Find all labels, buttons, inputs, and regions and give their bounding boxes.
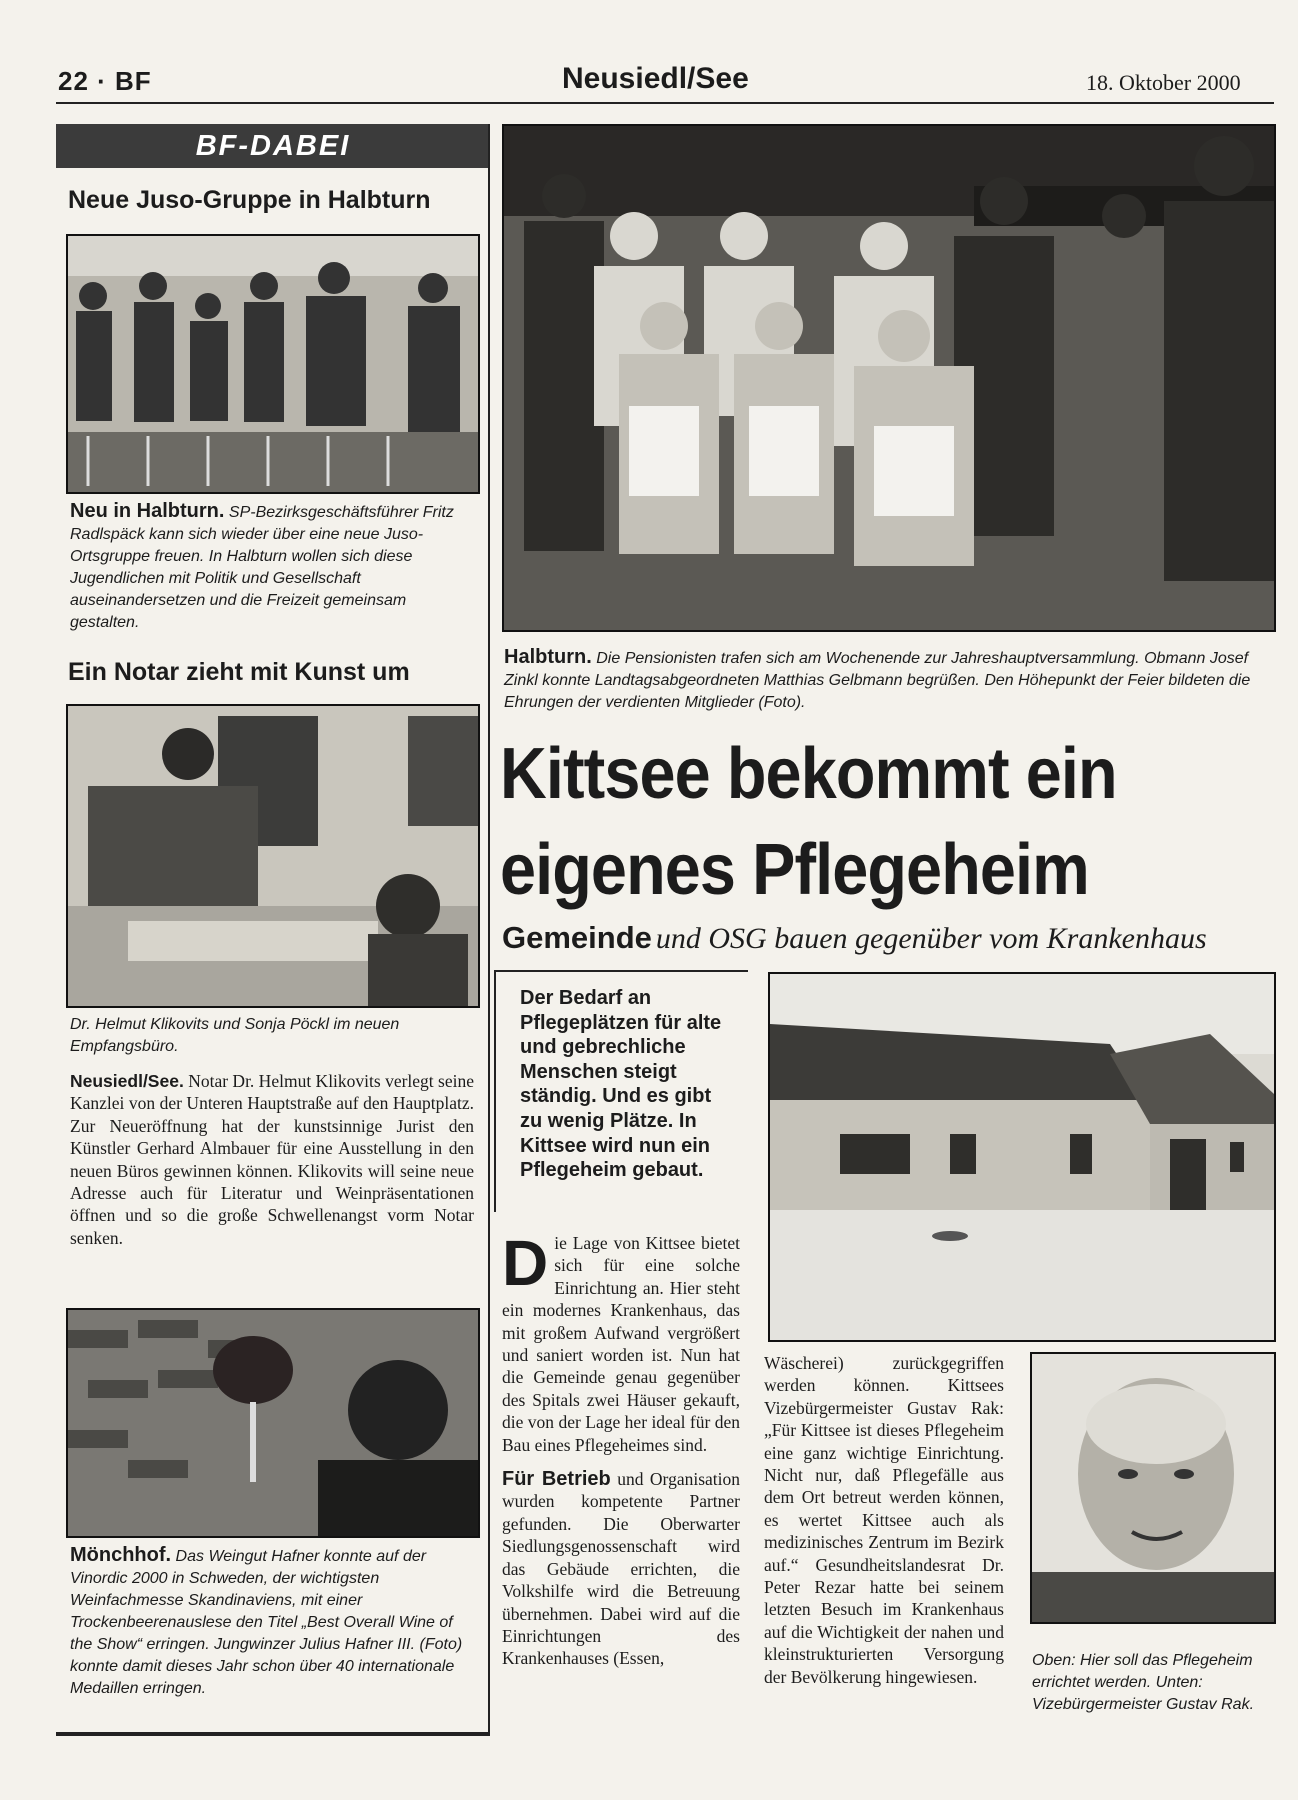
pensioners-photo — [502, 124, 1276, 632]
houses-photo-icon — [770, 974, 1274, 1340]
juso-headline: Neue Juso-Gruppe in Halbturn — [68, 186, 431, 214]
notar-body — [70, 1070, 474, 1249]
subhead-bold: Gemeinde — [502, 920, 652, 955]
main-para2-text: und Organisation wurden kompetente Partner gefunden. Die Oberwarter Siedlungsgenossenschaft wird das Gebäude errichten, die Volkshilfe wird die Betreuung übernehmen. Dabei wird auf die Einrichtungen des Krankenhauses (Essen, — [502, 1469, 740, 1669]
pensioners-caption-lead: Halbturn. — [504, 646, 592, 668]
wine-photo — [66, 1308, 480, 1538]
notar-headline: Ein Notar zieht mit Kunst um — [68, 658, 410, 686]
left-column-border — [488, 124, 490, 1734]
notar-office-photo — [66, 704, 480, 1008]
group-photo-icon — [68, 236, 478, 492]
main-para2 — [502, 1468, 740, 1670]
pensioners-group-photo-icon — [504, 126, 1274, 630]
main-body-col2: Wäscherei) zurückgegriffen werden können. Kittsees Vizebürgermeister Gustav Rak: „Für Kittsee ist dieses Pflegeheim eine ganz wichtige Einrichtung. Nicht nur, daß Pflegefälle aus dem Ort betreut werden können, es wertet Kittsee auch als medizinisches Zentrum im Bezirk auf.“ Gesundheitslandesrat Dr. Peter Rezar hatte bei seinem letzten Besuch im Krankenhaus auf die Wichtigkeit der nahen und kleinstrukturierten Versorgung der Bevölkerung hingewiesen. — [764, 1353, 1004, 1687]
wine-caption-text: Das Weingut Hafner konnte auf der Vinordic 2000 in Schweden, der wichtigsten Weinfachmesse Skandinaviens, mit einer Trockenbeerenauslese den Titel „Best Overall Wine of the Show“ erringen. Jungwinzer Julius Hafner III. (Foto) konnte damit dieses Jahr schon über 40 internationale Medaillen erringen. — [70, 1548, 463, 1697]
left-column-bottom-rule — [56, 1732, 490, 1736]
notar-body-text: Notar Dr. Helmut Klikovits verlegt seine Kanzlei von der Unteren Hauptstraße auf den Hauptplatz. Zur Neueröffnung hat der kunstsinnige Jurist den Künstler Gerhard Almbauer für eine Ausstellung in den neuen Büros gewinnen können. Klikovits will seine neue Adresse auch für Literatur und Weinpräsentationen öffnen und so die große Schwellenangst vorm Notar senken. — [70, 1071, 475, 1248]
page-number: 22 · BF — [58, 66, 152, 96]
main-headline-line1: Kittsee bekommt ein — [500, 734, 1117, 814]
portrait-caption: Oben: Hier soll das Pflegeheim errichtet werden. Unten: Vizebürgermeister Gustav Rak. — [1032, 1652, 1255, 1713]
intro-top-rule — [494, 970, 748, 972]
main-para1: ie Lage von Kittsee bietet sich für eine solche Einrichtung an. Hier steht ein modernes Krankenhaus, das mit großem Aufwand vergrößert und saniert worden ist. Nun hat die Gemeinde genau gegenüber des Spitals zwei Häuser gekauft, die von der Lage her ideal für den Bau eines Pflegeheimes sind. — [502, 1233, 740, 1455]
main-subheadline — [502, 920, 1272, 956]
wine-glass-photo-icon — [68, 1310, 478, 1536]
dropcap: D — [502, 1227, 549, 1299]
header-rule — [56, 102, 1274, 104]
portrait-photo-icon — [1032, 1354, 1274, 1622]
juso-caption — [70, 500, 470, 634]
juso-caption-lead: Neu in Halbturn. — [70, 500, 225, 522]
portrait-photo — [1030, 1352, 1276, 1624]
juso-group-photo — [66, 234, 480, 494]
main-intro: Der Bedarf an Pflegeplätzen für alte und gebrechliche Menschen steigt ständig. Und es gibt zu wenig Plätze. In Kittsee wird nun ein Pflegeheim gebaut. — [520, 987, 722, 1182]
main-body-col1 — [502, 1227, 740, 1670]
notar-caption: Dr. Helmut Klikovits und Sonja Pöckl im neuen Empfangsbüro. — [70, 1016, 400, 1055]
office-photo-icon — [68, 706, 478, 1006]
wine-caption — [70, 1544, 474, 1700]
subhead-italic: und OSG bauen gegenüber vom Krankenhaus — [655, 922, 1207, 955]
section-title: Neusiedl/See — [562, 62, 749, 95]
wine-caption-lead: Mönchhof. — [70, 1544, 172, 1566]
pensioners-caption-text: Die Pensionisten trafen sich am Wochenende zur Jahreshauptversammlung. Obmann Josef Zinkl konnte Landtagsabgeordneten Matthias Gelbmann begrüßen. Den Höhepunkt der Feier bildeten die Ehrungen der verdienten Mitglieder (Foto). — [504, 650, 1251, 711]
bf-dabei-banner: BF-DABEI — [56, 124, 490, 168]
notar-body-lead: Neusiedl/See. — [70, 1071, 184, 1091]
intro-left-rule — [494, 970, 496, 1212]
pensioners-caption — [504, 646, 1272, 714]
houses-photo — [768, 972, 1276, 1342]
main-headline-line2: eigenes Pflegeheim — [500, 830, 1089, 910]
issue-date: 18. Oktober 2000 — [1086, 70, 1241, 95]
main-para2-lead: Für Betrieb — [502, 1468, 611, 1491]
juso-caption-text: SP-Bezirksgeschäftsführer Fritz Radlspäck kann sich wieder über eine neue Juso-Ortsgruppe freuen. In Halbturn wollen sich diese Jugendlichen mit Politik und Gesellschaft auseinandersetzen und die Freizeit gemeinsam gestalten. — [70, 504, 454, 631]
